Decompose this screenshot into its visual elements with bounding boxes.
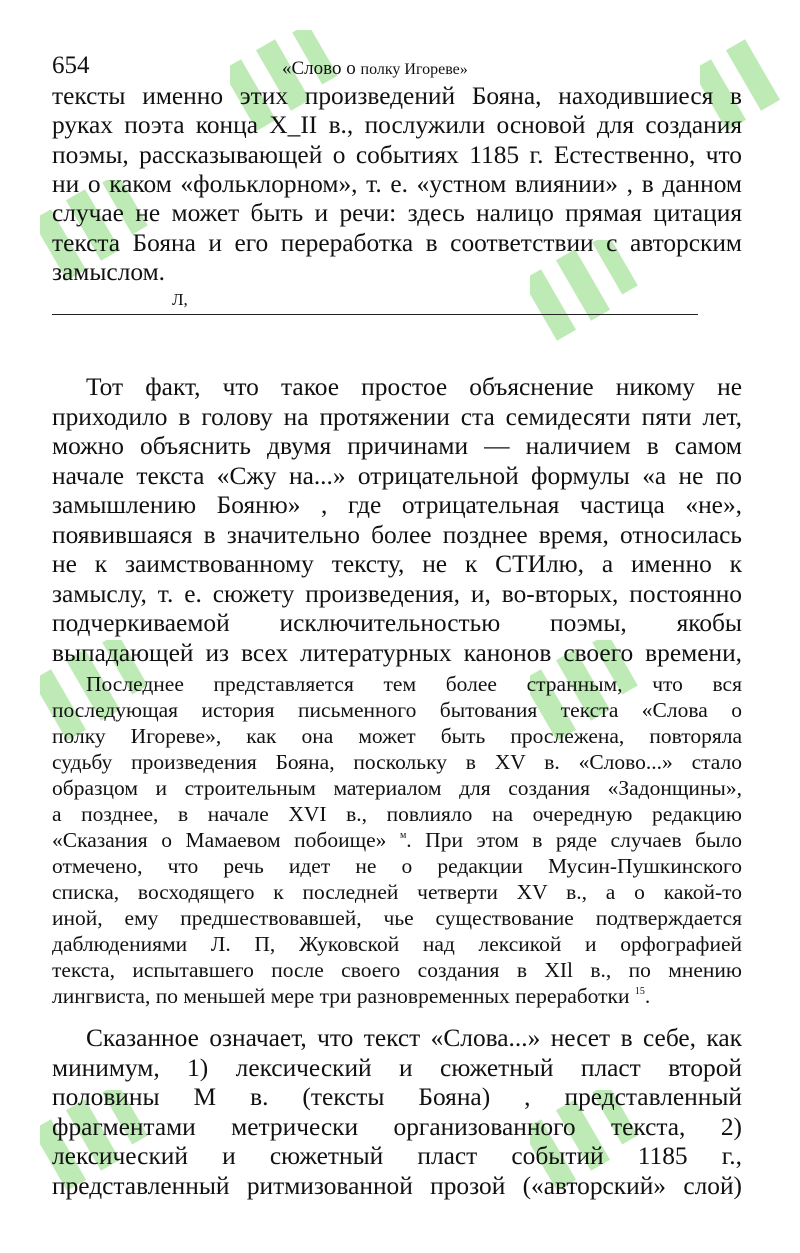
text-line: не к заимствованному тексту, не к СТИлю, а именно к <box>52 550 742 578</box>
text-line: а позднее, в начале XVI в., повлияло на очередную редакцию <box>52 802 742 826</box>
text-line: полку Игореве», как она может быть прослежена, повторяла <box>52 724 742 748</box>
text-line: приходило в голову на протяжении ста семидесяти пяти лет, <box>52 403 742 431</box>
text-line: отмечено, что речь идет не о редакции Мусин-Пушкинского <box>52 854 742 878</box>
text-line: даблюдениями Л. П, Жуковской над лексикой и орфографией <box>52 932 742 956</box>
text-line: случае не может быть и речи: здесь налицо прямая цитация <box>52 199 742 227</box>
text-line: образцом и строительным материалом для создания «Задонщины», <box>52 776 742 800</box>
footnote-rule <box>52 314 698 315</box>
text-line: текста, испытавшего после своего создания в XIl в., по мнению <box>52 958 742 982</box>
text-line: последующая история письменного бытования текста «Слова о <box>52 698 742 722</box>
page-header <box>52 52 742 82</box>
text-line: списка, восходящего к последней четверти XV в., а о какой-то <box>52 880 742 904</box>
text-line: Сказанное означает, что текст «Слова...» несет в себе, как <box>86 1024 742 1052</box>
footnote-ref: 15 <box>634 986 645 997</box>
text-line: судьбу произведения Бояна, поскольку в XV в. «Слово...» стало <box>52 750 742 774</box>
text-line: Последнее представляется тем более странным, что вся <box>86 672 742 696</box>
text-line: руках поэта конца X_II в., послужили основой для создания <box>52 111 742 139</box>
text-line <box>52 828 742 853</box>
text-line: подчеркиваемой исключительностью поэмы, якобы <box>52 609 742 637</box>
text-line: ни о каком «фольклорном», т. е. «устном влиянии» , в данном <box>52 170 742 198</box>
footnote-label: Л, <box>172 290 188 309</box>
text-line: половины М в. (тексты Бояна) , представленный <box>52 1083 742 1111</box>
text-segment: . <box>644 984 651 1008</box>
text-line: тексты именно этих произведений Бояна, находившиеся в <box>52 82 742 110</box>
text-line: представленный ритмизованной прозой («авторский» слой) <box>52 1172 742 1200</box>
text-line: текста Бояна и его переработка в соответствии с авторским <box>52 229 742 257</box>
text-line: можно объяснить двумя причинами — наличием в самом <box>52 432 742 460</box>
text-line: выпадающей из всех литературных канонов своего времени, <box>52 639 742 667</box>
text-segment: «Сказания о Мамаевом побоище» <box>52 828 387 852</box>
text-line: замыслу, т. е. сюжету произведения, и, во-вторых, постоянно <box>52 580 742 608</box>
text-line: замыслом. <box>52 258 165 286</box>
footnote-ref: м <box>399 830 407 841</box>
text-line <box>52 984 742 1009</box>
text-line: лексический и сюжетный пласт событий 1185 г., <box>52 1142 742 1170</box>
text-line: минимум, 1) лексический и сюжетный пласт второй <box>52 1054 742 1082</box>
text-line: Тот факт, что такое простое объяснение никому не <box>86 373 742 401</box>
running-title-part-1: «Слово о <box>282 58 361 79</box>
text-segment: лингвиста, по меньшей мере три разновременных переработки <box>52 984 630 1008</box>
running-title-part-2: полку Игореве» <box>360 61 468 78</box>
text-line: фрагментами метрически организованного текста, 2) <box>52 1113 742 1141</box>
text-line: иной, ему предшествовавшей, чье существование подтверждается <box>52 906 742 930</box>
text-line: замышлению Бояню» , где отрицательная частица «не», <box>52 491 742 519</box>
text-line: поэмы, рассказывающей о событиях 1185 г. Естественно, что <box>52 141 742 169</box>
text-line: появившаяся в значительно более позднее время, относилась <box>52 521 742 549</box>
text-line: начале текста «Сжу на...» отрицательной формулы «а не по <box>52 462 742 490</box>
text-segment: . При этом в ряде случаев было <box>406 828 742 852</box>
page-number: 654 <box>52 52 90 79</box>
running-title <box>282 58 468 80</box>
